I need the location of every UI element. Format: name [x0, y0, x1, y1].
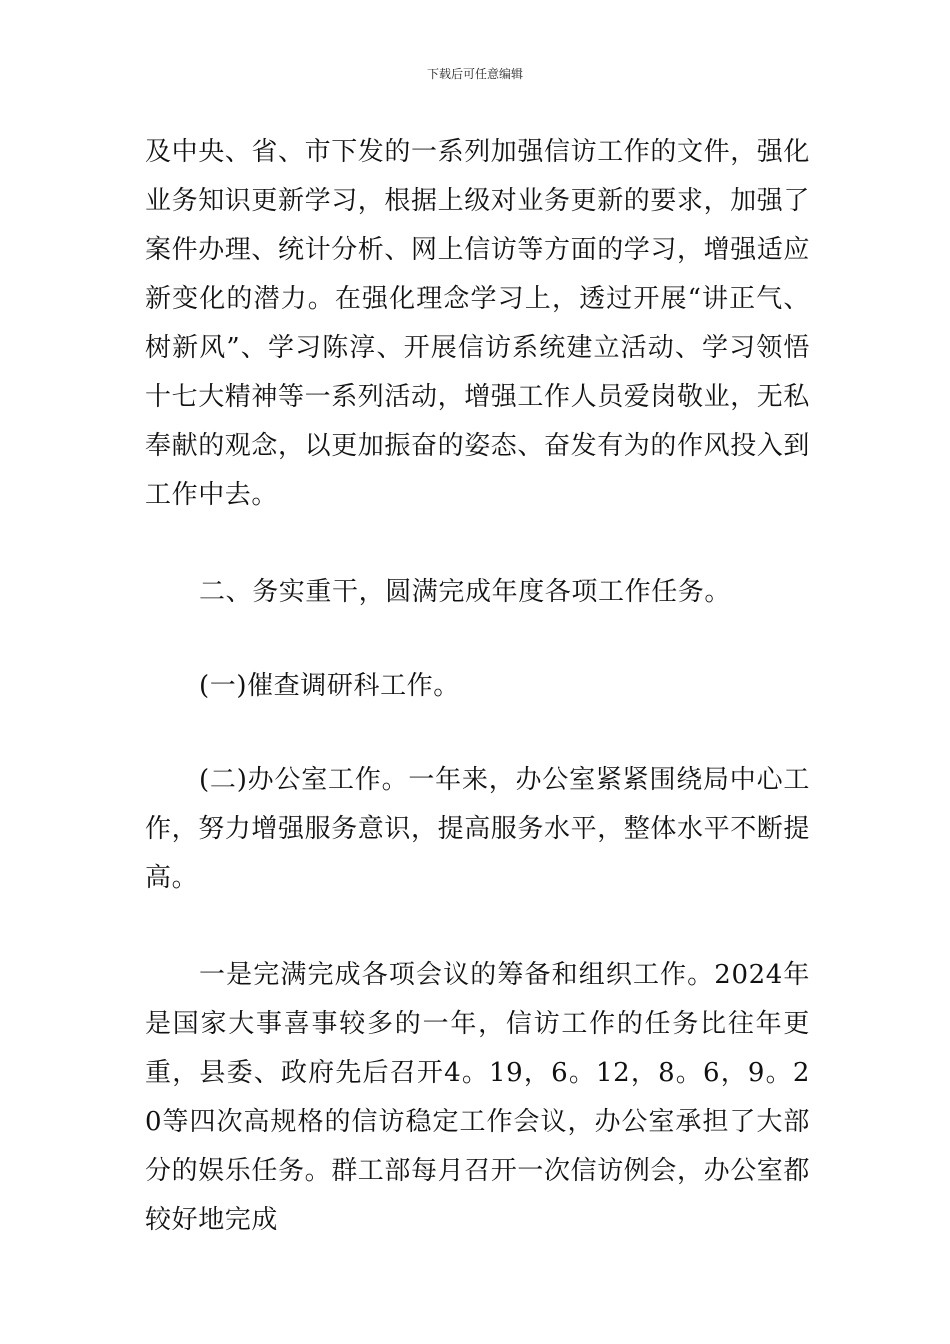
header-note: 下载后可任意编辑: [426, 67, 523, 81]
paragraph-office-work: (二)办公室工作。一年来，办公室紧紧围绕局中心工作，努力增强服务意识，提高服务水平，整体水平不断提高。: [145, 765, 811, 893]
paragraph-study: 及中央、省、市下发的一系列加强信访工作的文件，强化业务知识更新学习，根据上级对业务更新的要求，加强了案件办理、统计分析、网上信访等方面的学习，增强适应新变化的潜力。在强化理念学习上，透过开展“讲正气、树新风”、学习陈淳、开展信访系统建立活动、学习领悟十七大精神等一系列活动，增强工作人员爱岗敬业，无私奉献的观念，以更加振奋的姿态、奋发有为的作风投入到工作中去。: [145, 137, 811, 510]
document-body: [145, 128, 810, 1245]
subsection-heading-one: (一)催查调研科工作。: [199, 671, 460, 701]
paragraph-meetings: 一是完满完成各项会议的筹备和组织工作。2024年是国家大事喜事较多的一年，信访工作的任务比往年更重，县委、政府先后召开4。19，6。12，8。6，9。20等四次高规格的信访稳定工作会议，办公室承担了大部分的娱乐任务。群工部每月召开一次信访例会，办公室都较好地完成: [145, 960, 811, 1235]
section-heading-two: 二、务实重干，圆满完成年度各项工作任务。: [199, 577, 732, 607]
